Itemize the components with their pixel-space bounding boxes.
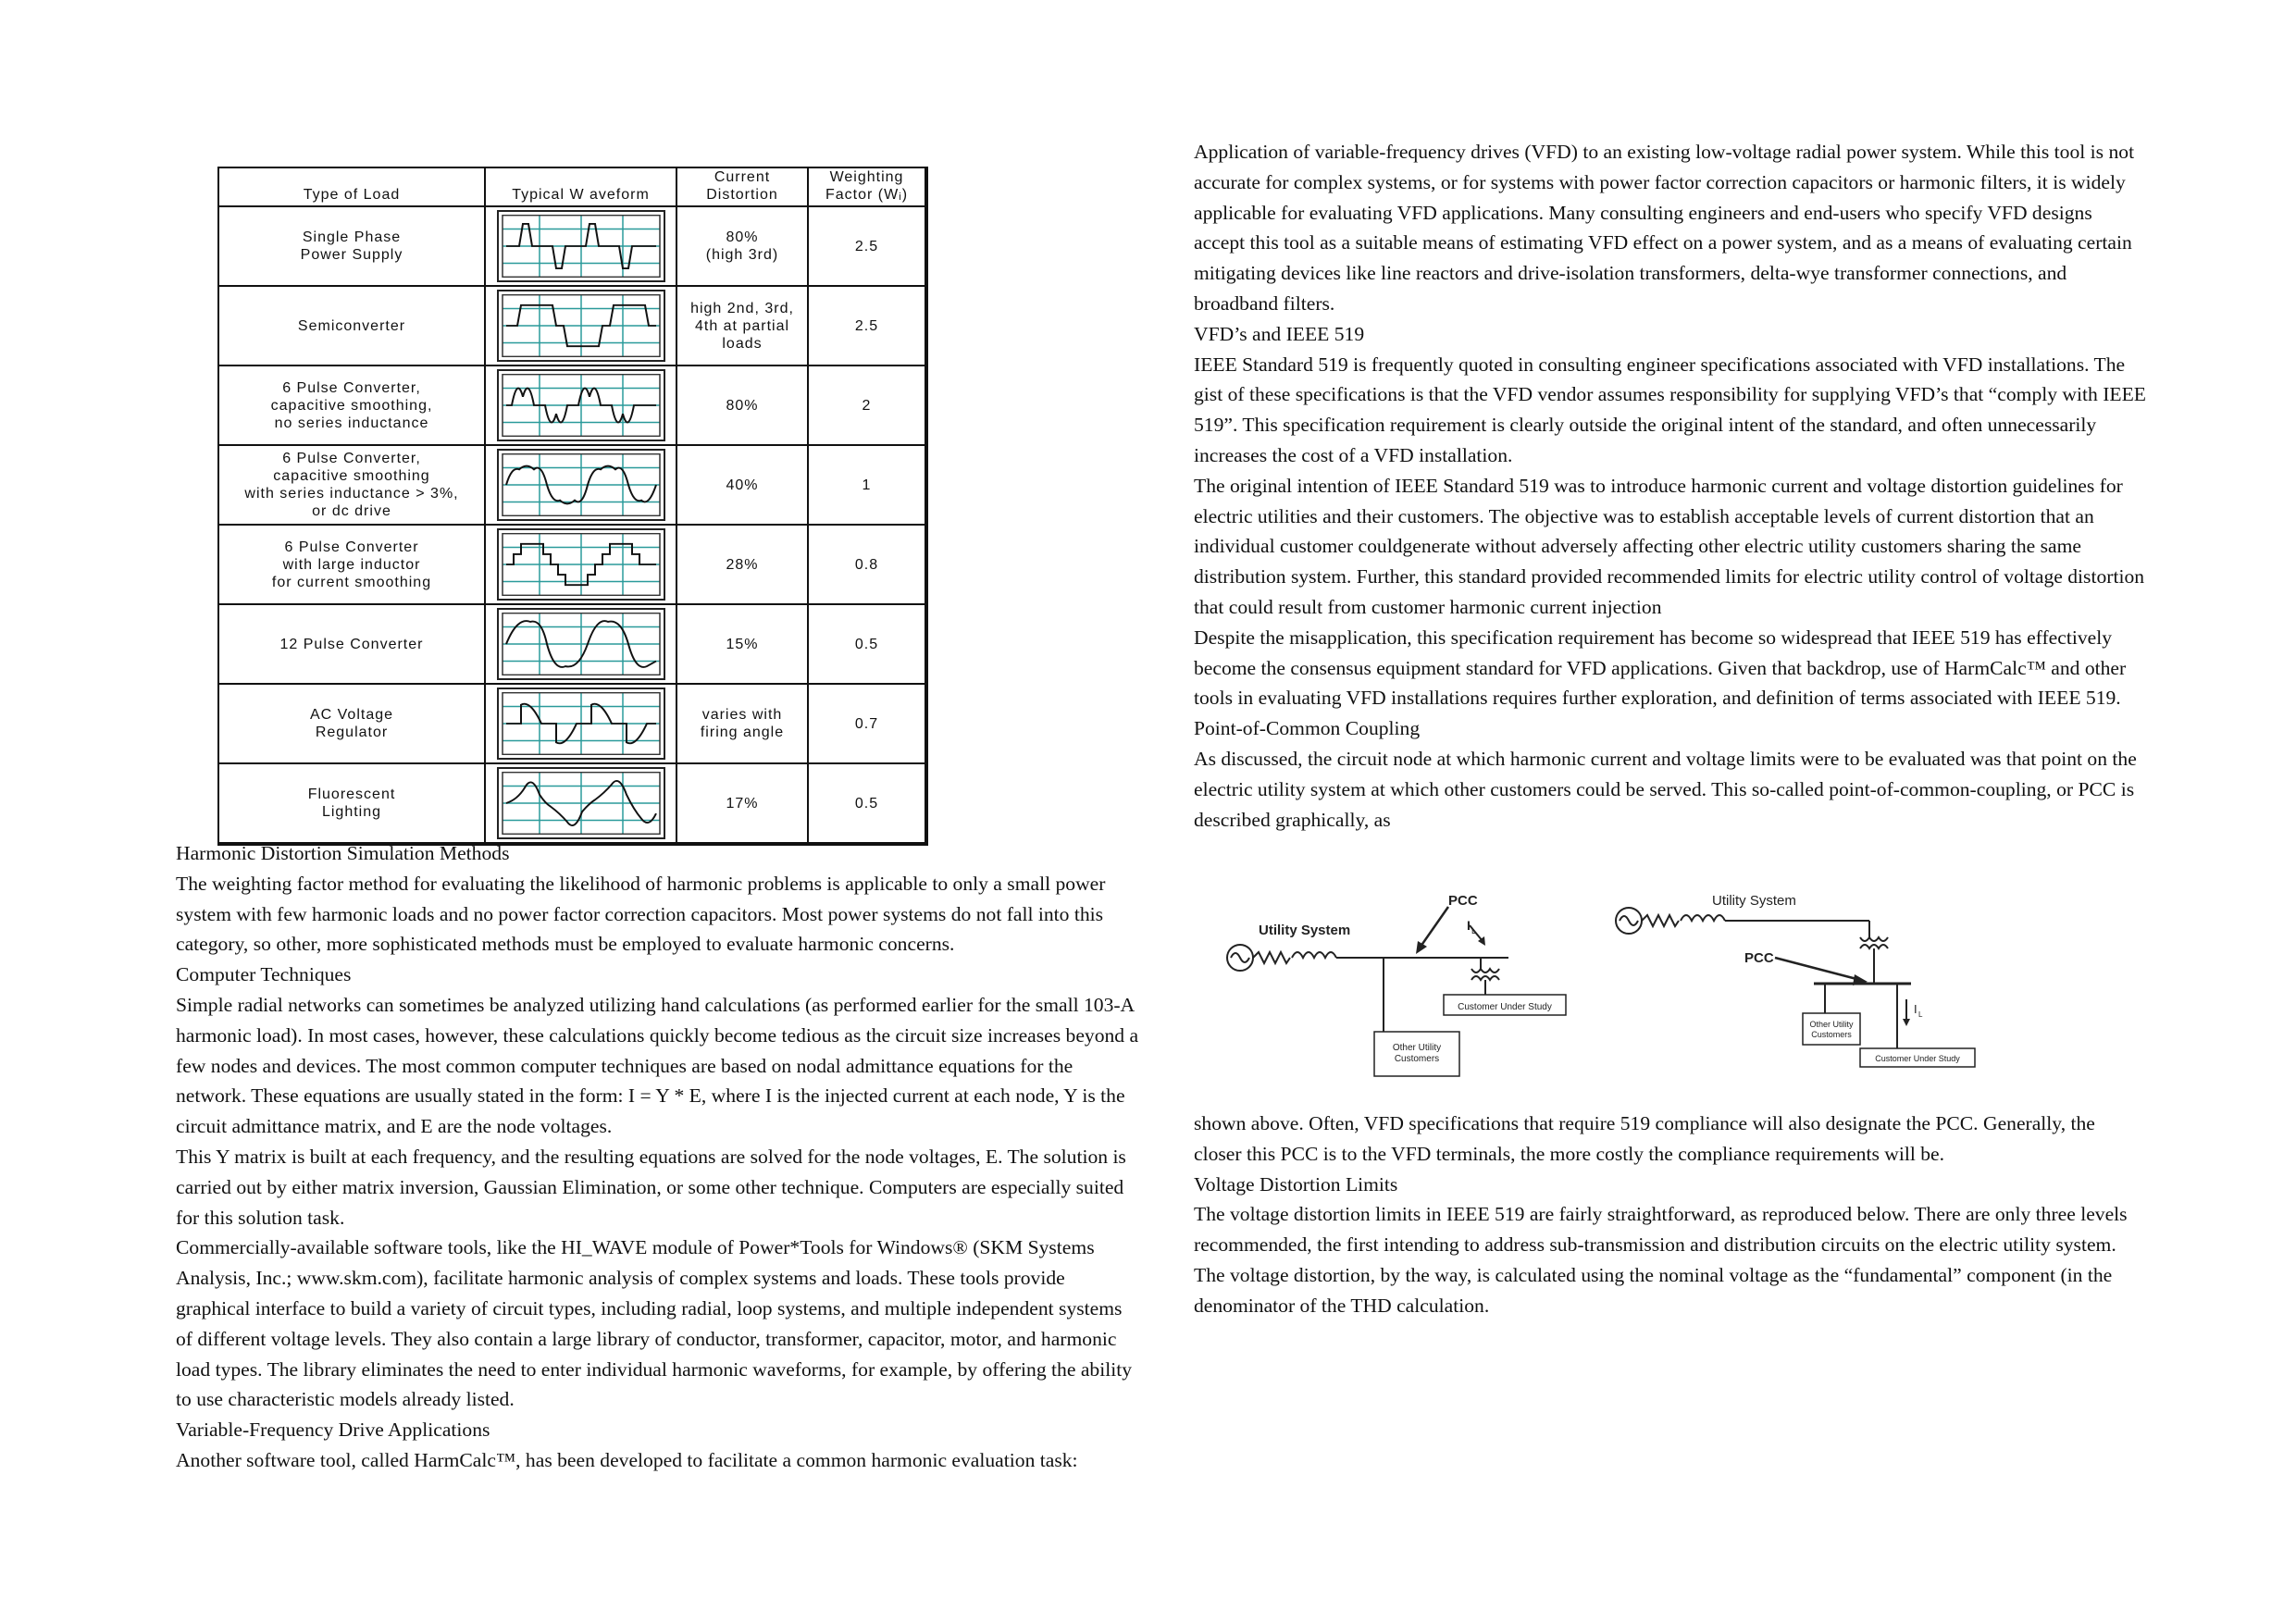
load-type-cell: Single Phase Power Supply <box>218 206 485 286</box>
current-distortion-cell: 40% <box>676 445 808 525</box>
square-spike-waveform-icon <box>497 210 665 282</box>
paragraph-misapplication: Despite the misapplication, this specification requirement has become so widespread that IEEE 519 has effectively become the consensus equipment standard for VFD applications. Given that backdrop, use of HarmCalc™ and other tools in evaluating VFD installations requires further exploration, and definition of terms associated with IEEE 519. <box>1194 626 2127 710</box>
table-row <box>218 684 926 763</box>
chopped-sine-waveform-icon <box>497 688 665 760</box>
paragraph-pcc-description: As discussed, the circuit node at which harmonic current and voltage limits were to be evaluated was that point on the electric utility system at which other customers could be served. This so-called point-of-common-coupling, or PCC is described graphically, as <box>1194 747 2137 831</box>
heading-harmonic-simulation-methods: Harmonic Distortion Simulation Methods <box>176 842 510 864</box>
current-distortion-cell: varies with firing angle <box>676 684 808 763</box>
load-type-cell: 12 Pulse Converter <box>218 604 485 684</box>
load-type-cell: 6 Pulse Converter with large inductor for current smoothing <box>218 525 485 604</box>
right-text-column-top <box>1194 137 2147 835</box>
weighting-factor-cell: 0.5 <box>808 604 926 684</box>
pcc-diagram-right <box>1616 893 1975 1067</box>
table-row <box>218 206 926 286</box>
paragraph-radial-networks: Simple radial networks can sometimes be analyzed utilizing hand calculations (as performed earlier for the small 103-A harmonic load). In most cases, however, these calculations quickly become tedious as the circuit size increases beyond a few nodes and devices. The most common computer techniques are based on nodal admittance equations for the network. These equations are usually stated in the form: I = Y * E, where I is the injected current at each node, Y is the circuit admittance matrix, and E are the node voltages. <box>176 993 1139 1138</box>
waveform-cell <box>485 525 676 604</box>
utility-system-label-left: Utility System <box>1259 923 1351 938</box>
current-label-left: I <box>1467 918 1471 933</box>
pcc-label-left: PCC <box>1448 893 1478 909</box>
paragraph-original-intention: The original intention of IEEE Standard 519 was to introduce harmonic current and voltage distortion guidelines for electric utilities and their customers. The objective was to establish acceptable levels of current distortion that an individual customer couldgenerate without adversely affecting other electric utility customers sharing the same distribution system. Further, this standard provided recommended limits for electric utility control of voltage distortion that could result from customer harmonic current injection <box>1194 474 2145 618</box>
current-distortion-cell: 80% (high 3rd) <box>676 206 808 286</box>
weighting-factor-cell: 2.5 <box>808 206 926 286</box>
current-distortion-cell: 80% <box>676 365 808 445</box>
weighting-factor-cell: 0.8 <box>808 525 926 604</box>
pcc-diagram-figure <box>1222 884 1980 1101</box>
harmonic-load-table <box>217 167 928 846</box>
header-type-of-load: Type of Load <box>218 167 485 206</box>
semiconverter-waveform-icon <box>497 290 665 362</box>
paragraph-vfd-application: Application of variable-frequency drives (VFD) to an existing low-voltage radial power system. While this tool is not accurate for complex systems, or for systems with power factor correction capacitors or harmonic filters, it is widely applicable for evaluating VFD applications. Many consulting engineers and end-users who specify VFD designs accept this tool as a suitable means of estimating VFD effect on a power system, and as a means of evaluating certain mitigating devices like line reactors and drive-isolation transformers, delta-wye transformer connections, and broadband filters. <box>1194 141 2135 315</box>
paragraph-ieee-519-specs: IEEE Standard 519 is frequently quoted in consulting engineer specifications associated with VFD installations. The gist of these specifications is that the VFD vendor assumes responsibility for supplying VFD’s that “comply with IEEE 519”. This specification requirement is clearly outside the original intent of the standard, and often unnecessarily increases the cost of a VFD installation. <box>1194 353 2146 466</box>
load-type-cell: 6 Pulse Converter, capacitive smoothing, no series inductance <box>218 365 485 445</box>
other-utility-customers-label-right: Other Utility Customers <box>1809 1020 1854 1039</box>
weighting-factor-cell: 2 <box>808 365 926 445</box>
load-type-cell: Semiconverter <box>218 286 485 365</box>
utility-system-label-right: Utility System <box>1712 893 1796 909</box>
harmonic-load-table-container <box>217 167 925 820</box>
current-subscript-left: L <box>1471 926 1477 935</box>
waveform-cell <box>485 365 676 445</box>
customer-under-study-label-left: Customer Under Study <box>1458 1002 1552 1012</box>
table-row <box>218 365 926 445</box>
header-current-distortion: Current Distortion <box>676 167 808 206</box>
paragraph-pcc-designation: shown above. Often, VFD specifications that require 519 compliance will also designate the PCC. Generally, the closer this PCC is to the VFD terminals, the more costly the compliance requirements will be. <box>1194 1112 2095 1165</box>
paragraph-y-matrix: This Y matrix is built at each frequency, and the resulting equations are solved for the node voltages, E. The solution is carried out by either matrix inversion, Gaussian Elimination, or some other technique. Computers are especially suited for this solution task. <box>176 1145 1126 1229</box>
table-row <box>218 763 926 844</box>
header-typical-waveform: Typical W aveform <box>485 167 676 206</box>
paragraph-commercial-software: Commercially-available software tools, like the HI_WAVE module of Power*Tools for Windows® (SKM Systems Analysis, Inc.; www.skm.com), facilitate harmonic analysis of complex systems and loads. These tools provide graphical interface to build a variety of circuit types, including radial, loop systems, and multiple independent systems of different voltage levels. They also contain a large library of conductor, transformer, capacitor, motor, and harmonic load types. The library eliminates the need to enter individual harmonic waveforms, for example, by offering the ability to use characteristic models already listed. <box>176 1236 1132 1411</box>
weighting-factor-cell: 1 <box>808 445 926 525</box>
stepped-square-waveform-icon <box>497 528 665 601</box>
heading-vfd-applications: Variable-Frequency Drive Applications <box>176 1419 490 1442</box>
paragraph-voltage-limits: The voltage distortion limits in IEEE 519 are fairly straightforward, as reproduced below. There are only three levels recommended, the first intending to address sub-transmission and distribution circuits on the electric utility system. The voltage distortion, by the way, is calculated using the nominal voltage as the “fundamental” component (in the denominator of the THD calculation. <box>1194 1203 2128 1317</box>
load-type-cell: Fluorescent Lighting <box>218 763 485 844</box>
current-distortion-cell: high 2nd, 3rd, 4th at partial loads <box>676 286 808 365</box>
waveform-cell <box>485 286 676 365</box>
heading-voltage-distortion-limits: Voltage Distortion Limits <box>1194 1172 1398 1196</box>
table-row <box>218 525 926 604</box>
pcc-label-right: PCC <box>1744 950 1774 966</box>
paragraph-weighting-factor-method: The weighting factor method for evaluating the likelihood of harmonic problems is applicable to only a small power system with few harmonic loads and no power factor correction capacitors. Most power systems do not fall into this category, so other, more sophisticated methods must be employed to evaluate harmonic concerns. <box>176 872 1106 956</box>
paragraph-harmcalc-intro: Another software tool, called HarmCalc™, has been developed to facilitate a common harmonic evaluation task: <box>176 1448 1078 1471</box>
table-row <box>218 286 926 365</box>
weighting-factor-cell: 0.5 <box>808 763 926 844</box>
customer-under-study-label-right: Customer Under Study <box>1875 1054 1960 1063</box>
heading-vfd-ieee-519: VFD’s and IEEE 519 <box>1194 322 1365 345</box>
waveform-cell <box>485 763 676 844</box>
right-text-column-bottom <box>1194 1109 2147 1321</box>
load-type-cell: AC Voltage Regulator <box>218 684 485 763</box>
pcc-diagram <box>1222 884 1980 1101</box>
peaked-sine-waveform-icon <box>497 767 665 839</box>
header-weighting-factor: Weighting Factor (Wᵢ) <box>808 167 926 206</box>
current-subscript-right: L <box>1918 1010 1923 1019</box>
weighting-factor-cell: 2.5 <box>808 286 926 365</box>
pcc-diagram-left <box>1227 893 1566 1076</box>
waveform-cell <box>485 206 676 286</box>
waveform-cell <box>485 684 676 763</box>
heading-computer-techniques: Computer Techniques <box>176 963 352 986</box>
other-utility-customers-label-left: Other Utility Customers <box>1392 1043 1442 1064</box>
smoothed-hump-waveform-icon <box>497 449 665 521</box>
current-label-right: I <box>1914 1002 1917 1016</box>
weighting-factor-cell: 0.7 <box>808 684 926 763</box>
table-row <box>218 445 926 525</box>
waveform-cell <box>485 445 676 525</box>
waveform-cell <box>485 604 676 684</box>
current-distortion-cell: 28% <box>676 525 808 604</box>
double-hump-waveform-icon <box>497 369 665 441</box>
left-text-column <box>176 838 1143 1476</box>
near-sine-waveform-icon <box>497 608 665 680</box>
current-distortion-cell: 17% <box>676 763 808 844</box>
current-distortion-cell: 15% <box>676 604 808 684</box>
table-row <box>218 604 926 684</box>
load-type-cell: 6 Pulse Converter, capacitive smoothing with series inductance > 3%, or dc drive <box>218 445 485 525</box>
heading-point-of-common-coupling: Point-of-Common Coupling <box>1194 717 1421 740</box>
